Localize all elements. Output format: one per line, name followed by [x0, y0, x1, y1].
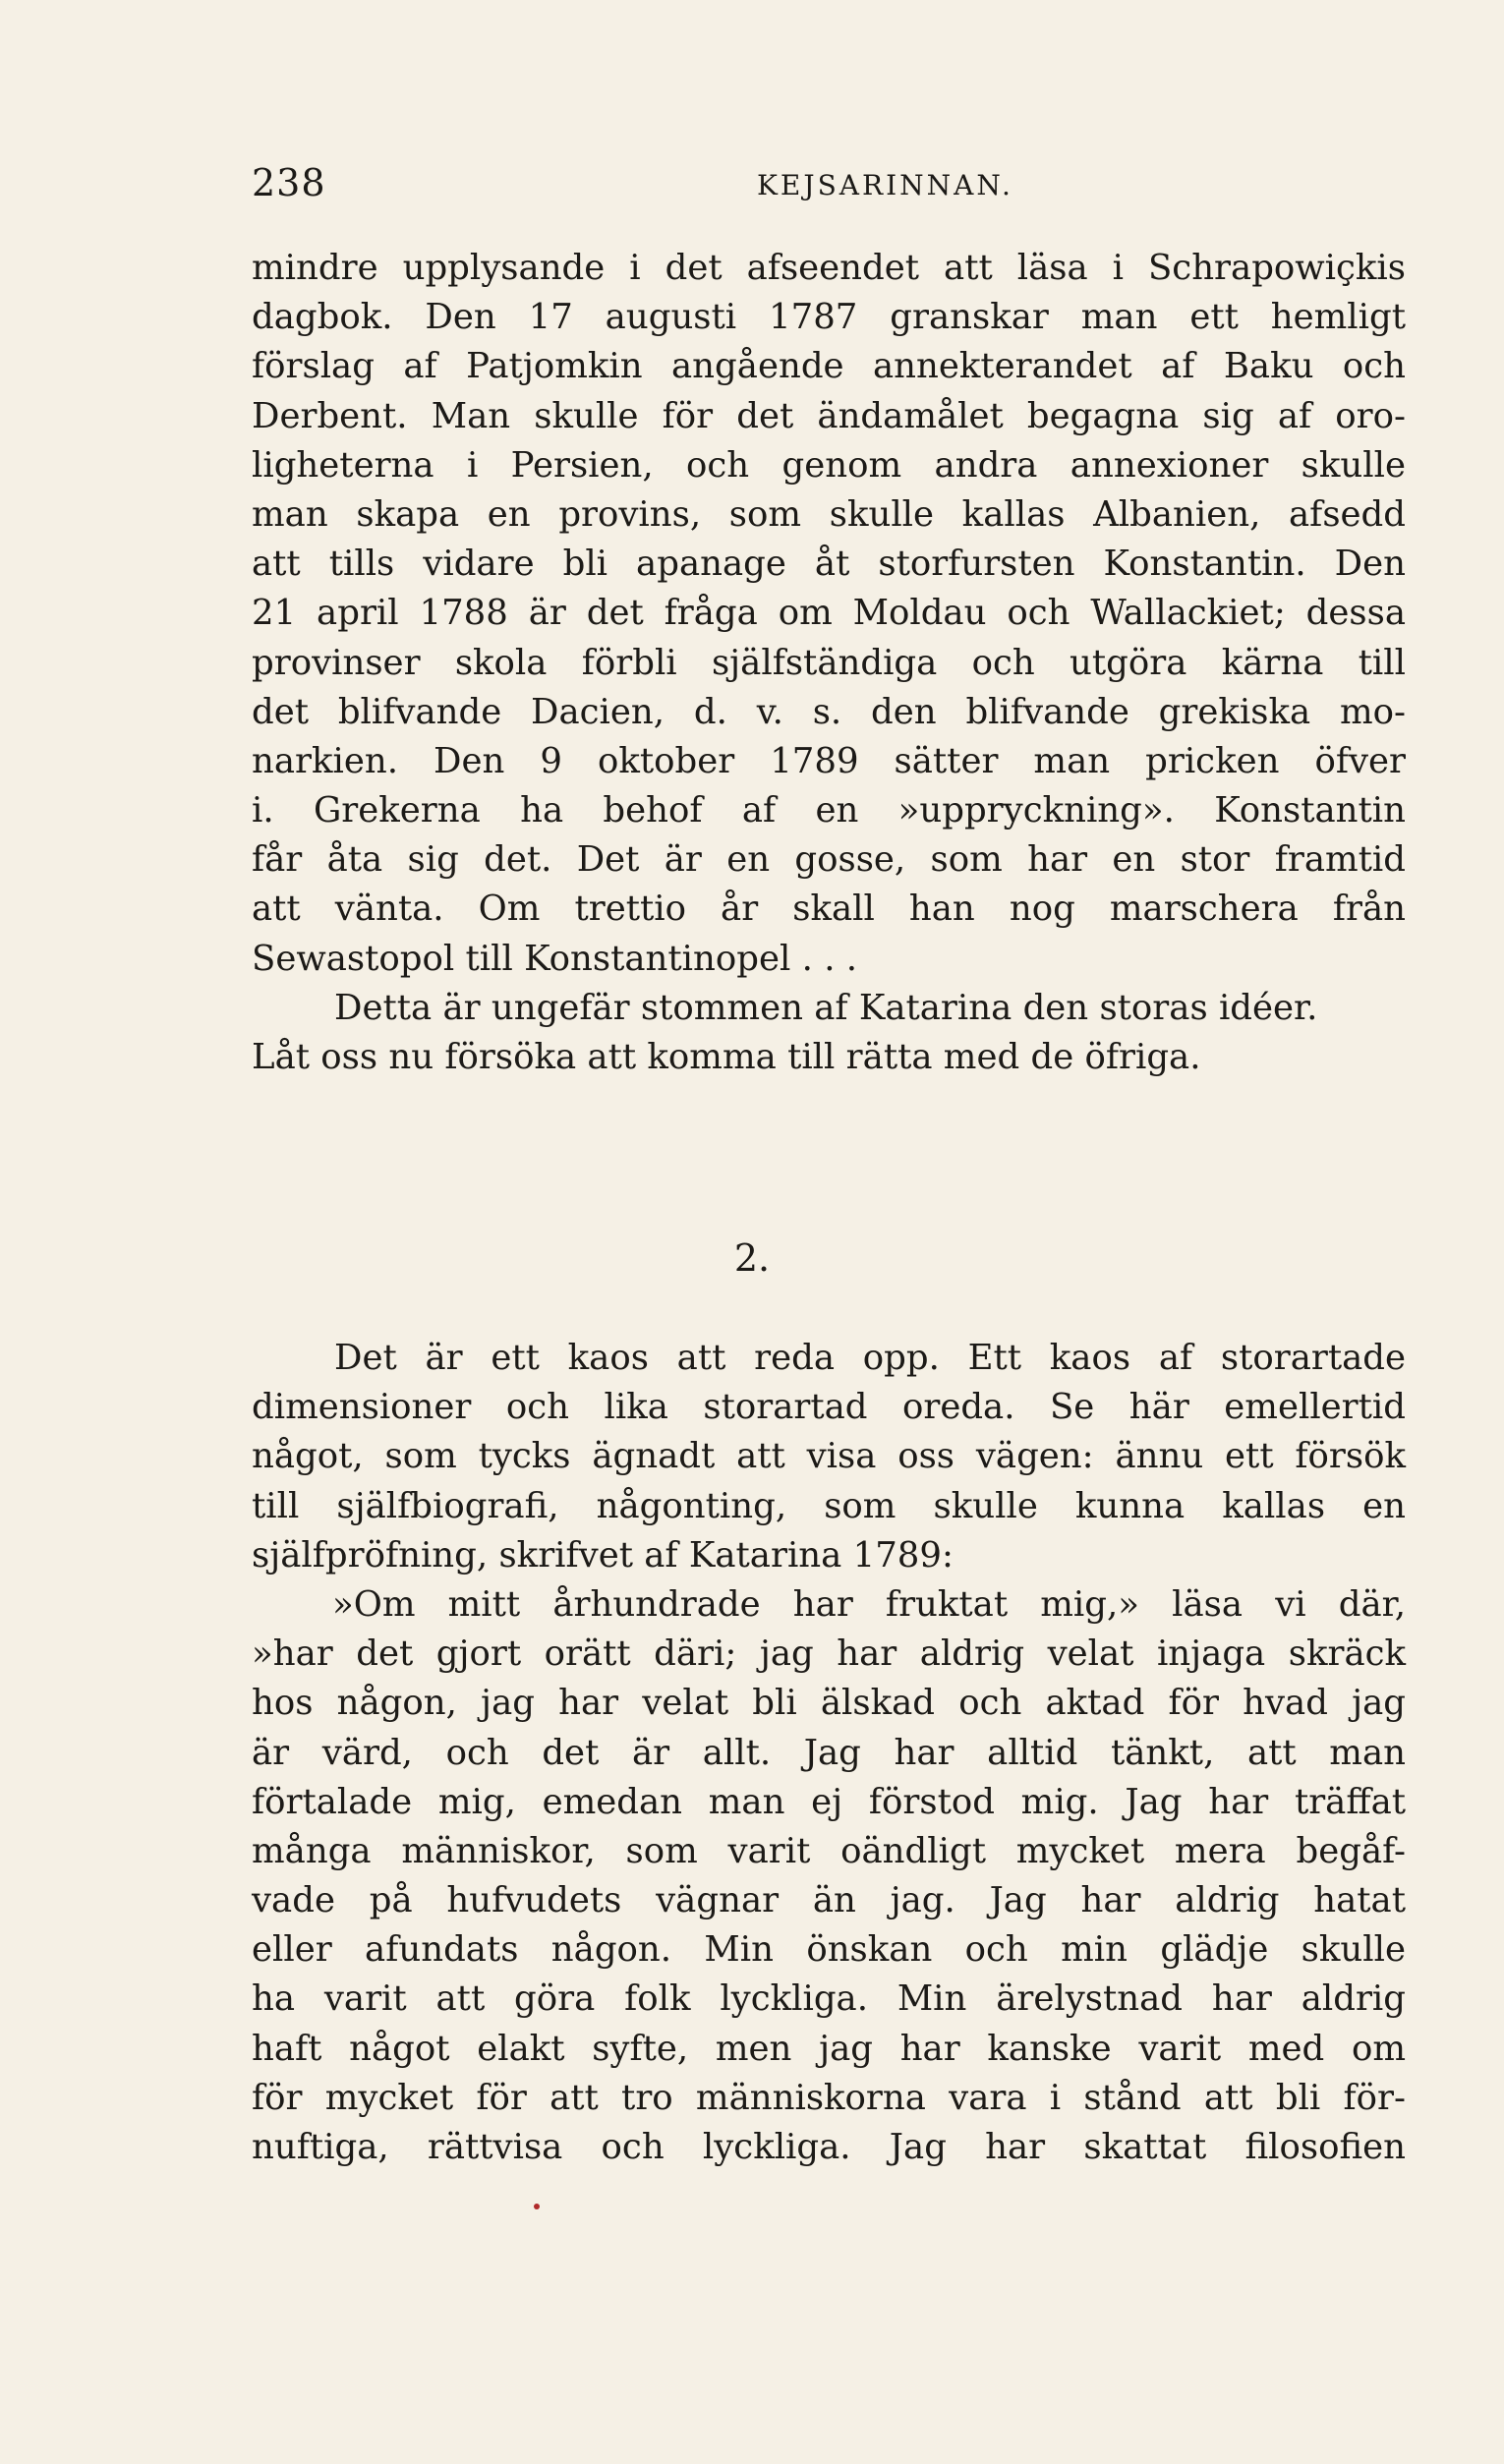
- text-line: provinser skola förbli själfständiga och utgöra kärna till: [252, 642, 1406, 683]
- text-line: ligheterna i Persien, och genom andra annexioner skulle: [252, 444, 1406, 486]
- text-line: att vänta. Om trettio år skall han nog marschera från: [252, 888, 1406, 930]
- text-line: mindre upplysande i det afseendet att läsa i Schrapowiçkis: [252, 248, 1406, 288]
- text-line: själfpröfning, skrifvet af Katarina 1789:: [252, 1534, 954, 1576]
- text-line: »har det gjort orätt däri; jag har aldrig velat injaga skräck: [252, 1633, 1406, 1675]
- page-number: 238: [252, 161, 326, 204]
- section-1-text: [252, 244, 1406, 1082]
- text-line: i. Grekerna ha behof af en »uppryckning». Konstantin: [252, 790, 1406, 831]
- text-line: många människor, som varit oändligt mycket mera begåf-: [252, 1830, 1406, 1871]
- text-line: hos någon, jag har velat bli älskad och aktad för hvad jag: [252, 1683, 1406, 1724]
- text-line: är värd, och det är allt. Jag har alltid tänkt, att man: [252, 1732, 1406, 1773]
- text-line: 21 april 1788 är det fråga om Moldau och Wallackiet; dessa: [252, 593, 1406, 634]
- text-line: narkien. Den 9 oktober 1789 sätter man pricken öfver: [252, 740, 1406, 781]
- text-line: Derbent. Man skulle för det ändamålet begagna sig af oro-: [252, 395, 1406, 436]
- text-line: ha varit att göra folk lyckliga. Min ärelystnad har aldrig: [252, 1978, 1406, 2020]
- text-line: till själfbiografi, någonting, som skulle kunna kallas en: [252, 1485, 1406, 1526]
- text-line: förslag af Patjomkin angående annekterandet af Baku och: [252, 346, 1406, 387]
- text-line: »Om mitt århundrade har fruktat mig,» läsa vi där,: [332, 1583, 1406, 1625]
- text-line: Sewastopol till Konstantinopel . . .: [252, 938, 858, 979]
- section-2-text: [252, 1334, 1406, 2172]
- page-header: [252, 161, 1408, 210]
- section-number: 2.: [733, 1236, 771, 1280]
- text-line: får åta sig det. Det är en gosse, som har en stor framtid: [252, 839, 1406, 881]
- text-line: Det är ett kaos att reda opp. Ett kaos af storartade: [334, 1338, 1406, 1378]
- ink-speck: [534, 2204, 540, 2209]
- text-line: Detta är ungefär stommen af Katarina den storas idéer.: [334, 987, 1318, 1028]
- text-line: vade på hufvudets vägnar än jag. Jag har aldrig hatat: [252, 1880, 1406, 1921]
- text-line: något, som tycks ägnadt att visa oss vägen: ännu ett försök: [252, 1436, 1406, 1477]
- text-line: man skapa en provins, som skulle kallas Albanien, afsedd: [252, 493, 1406, 535]
- running-title: KEJSARINNAN.: [757, 169, 1013, 201]
- text-line: eller afundats någon. Min önskan och min glädje skulle: [252, 1929, 1406, 1971]
- text-line: nuftiga, rättvisa och lyckliga. Jag har skattat filosofien: [252, 2127, 1406, 2167]
- text-line: dimensioner och lika storartad oreda. Se här emellertid: [252, 1387, 1406, 1428]
- text-line: dagbok. Den 17 augusti 1787 granskar man ett hemligt: [252, 297, 1406, 338]
- text-line: Låt oss nu försöka att komma till rätta med de öfriga.: [252, 1037, 1201, 1077]
- text-line: förtalade mig, emedan man ej förstod mig. Jag har träffat: [252, 1781, 1406, 1822]
- text-line: det blifvande Dacien, d. v. s. den blifvande grekiska mo-: [252, 691, 1406, 732]
- text-line: haft något elakt syfte, men jag har kanske varit med om: [252, 2028, 1406, 2069]
- text-line: för mycket för att tro människorna vara i stånd att bli för-: [252, 2077, 1406, 2118]
- text-line: att tills vidare bli apanage åt storfursten Konstantin. Den: [252, 544, 1406, 585]
